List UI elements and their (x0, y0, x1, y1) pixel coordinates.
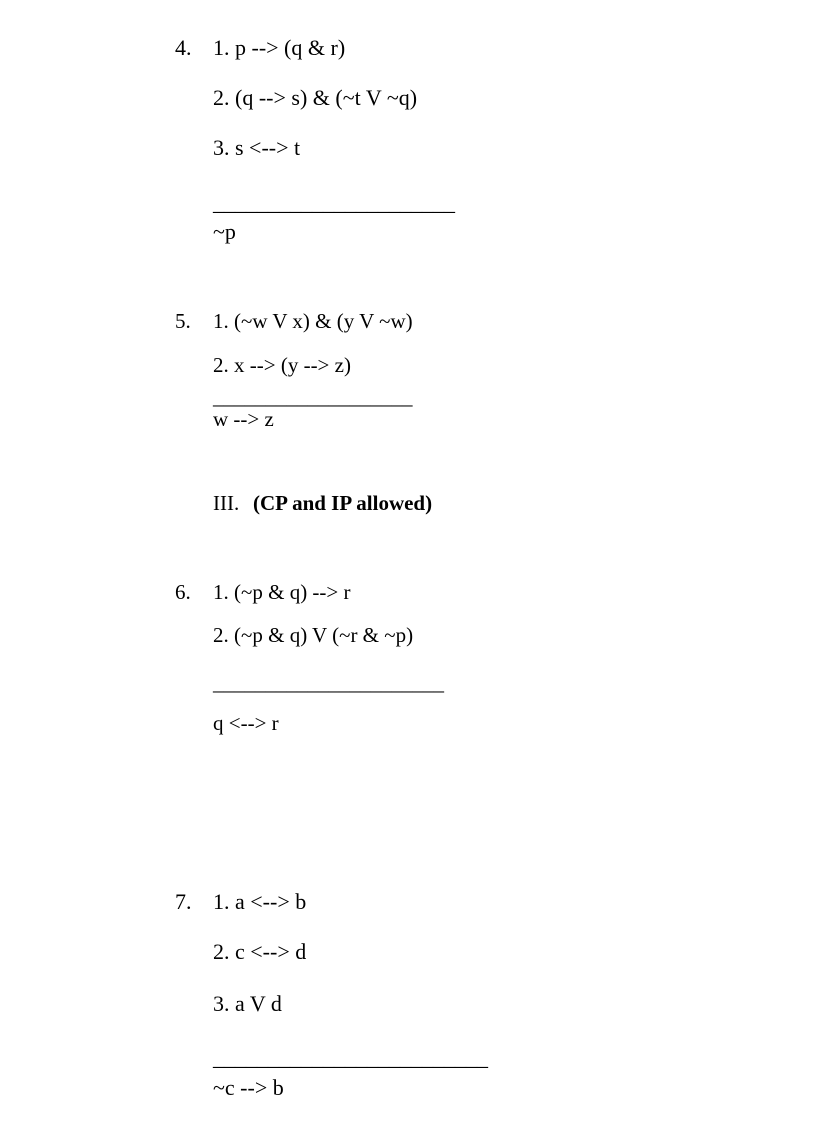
premise-2: 2. (q --> s) & (~t V ~q) (213, 85, 418, 110)
conclusion-rule: ___________________ (213, 385, 413, 409)
premise-1: 1. a <--> b (213, 889, 307, 914)
premise-1: 1. (~p & q) --> r (213, 580, 351, 604)
conclusion-rule: ______________________ (213, 671, 444, 695)
premise-3: 3. a V d (213, 991, 282, 1016)
conclusion: ~c --> b (213, 1075, 284, 1100)
problem-number: 4. (175, 35, 192, 60)
conclusion-rule: _________________________ (213, 1045, 488, 1070)
premise-3: 3. s <--> t (213, 135, 301, 160)
premise-2: 2. c <--> d (213, 939, 307, 964)
conclusion: q <--> r (213, 711, 279, 735)
premise-1: 1. p --> (q & r) (213, 35, 346, 60)
premise-1: 1. (~w V x) & (y V ~w) (213, 309, 413, 333)
premise-2: 2. (~p & q) V (~r & ~p) (213, 623, 414, 647)
premise-2: 2. x --> (y --> z) (213, 353, 351, 377)
conclusion: ~p (213, 219, 236, 244)
problem-number: 7. (175, 889, 192, 914)
problem-number: 5. (175, 309, 191, 333)
conclusion: w --> z (213, 407, 274, 431)
problem-number: 6. (175, 580, 191, 604)
conclusion-rule: ______________________ (213, 190, 455, 215)
section-numeral: III. (213, 491, 240, 515)
section-title: (CP and IP allowed) (253, 491, 433, 515)
